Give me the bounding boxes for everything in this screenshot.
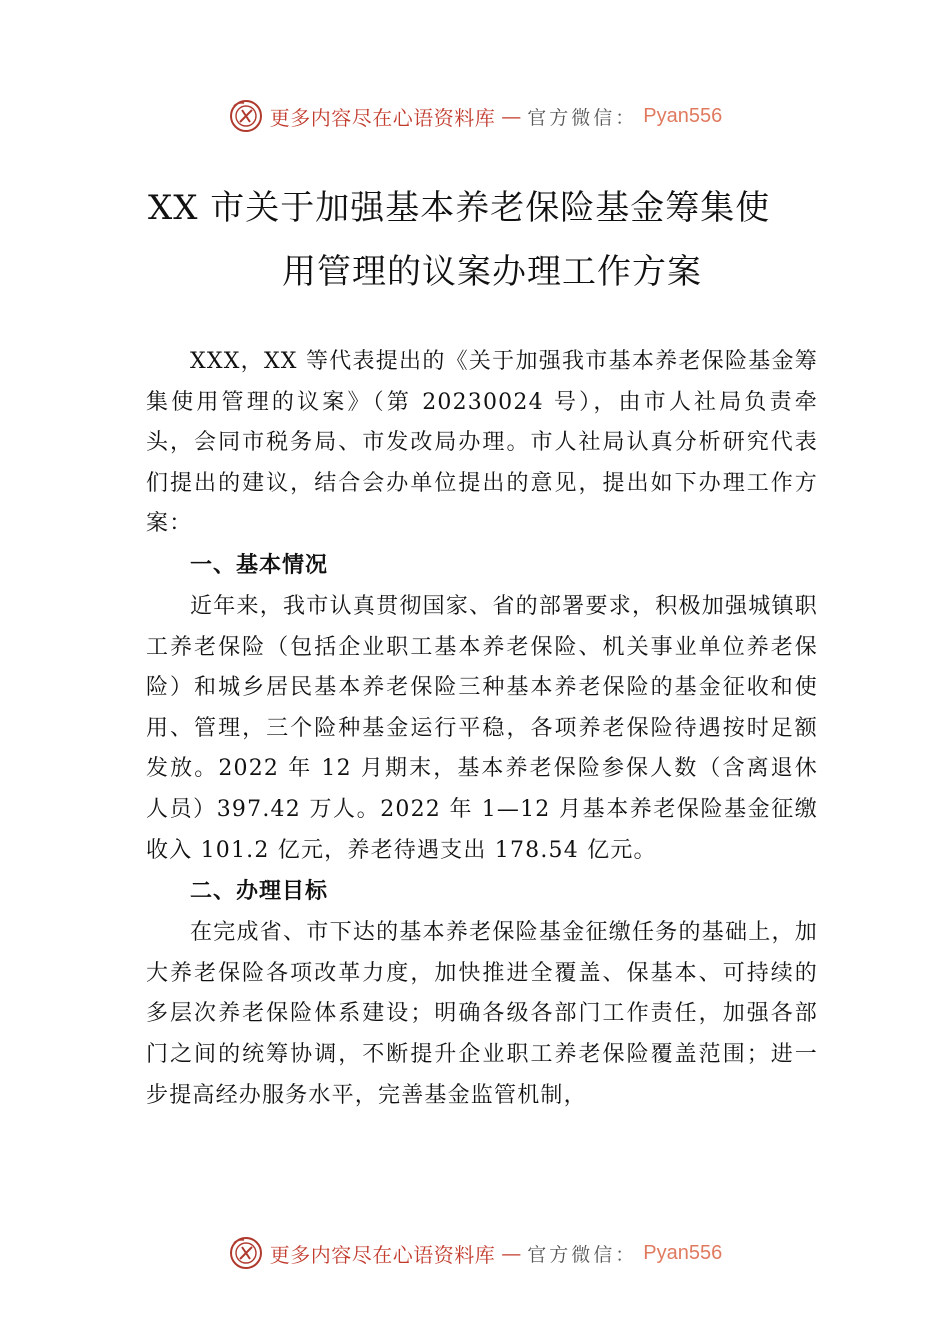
document-body: [146, 342, 818, 1116]
banner-separator: —: [501, 1241, 522, 1265]
section1-paragraph: 近年来，我市认真贯彻国家、省的部署要求，积极加强城镇职工养老保险（包括企业职工基本养老保险、机关事业单位养老保险）和城乡居民基本养老保险三种基本养老保险的基金征收和使用、管理，三个险种基金运行平稳，各项养老保险待遇按时足额发放。2022 年 12 月期末，基本养老保险参保人数（含离退休人员）397.42 万人。2022 年 1—12 月基本养老保险基金征缴收入 101.2 亿元，养老待遇支出 178.54 亿元。: [146, 593, 818, 863]
document-title-line1: XX 市关于加强基本养老保险基金筹集使: [148, 188, 771, 228]
intro-paragraph: XXX，XX 等代表提出的《关于加强我市基本养老保险基金筹集使用管理的议案》（第 20230024 号），由市人社局负责牵头，会同市税务局、市发改局办理。市人社局认真分析研究代表们提出的建议，结合会办单位提出的意见，提出如下办理工作方案：: [146, 349, 818, 537]
banner-separator: —: [501, 104, 522, 128]
section2-paragraph: 在完成省、市下达的基本养老保险基金征缴任务的基础上，加大养老保险各项改革力度，加快推进全覆盖、保基本、可持续的多层次养老保险体系建设；明确各级各部门工作责任，加强各部门之间的统筹协调，不断提升企业职工养老保险覆盖范围；进一步提高经办服务水平，完善基金监管机制，: [146, 920, 818, 1108]
footer-watermark-banner: [0, 1233, 950, 1273]
banner-label: 官方微信：: [527, 1243, 638, 1266]
stamp-seal-icon: [228, 1235, 264, 1271]
section1-heading: 一、基本情况: [190, 552, 329, 578]
section2-heading: 二、办理目标: [190, 879, 329, 905]
banner-label: 官方微信：: [527, 106, 638, 129]
banner-text: 更多内容尽在心语资料库: [269, 105, 496, 130]
document-title-line2: 用管理的议案办理工作方案: [282, 252, 702, 292]
stamp-seal-icon: [228, 98, 264, 134]
banner-wechat-id: Pyan556: [643, 104, 723, 127]
header-watermark-banner: [0, 96, 950, 136]
banner-text: 更多内容尽在心语资料库: [269, 1242, 496, 1267]
banner-wechat-id: Pyan556: [643, 1241, 723, 1264]
